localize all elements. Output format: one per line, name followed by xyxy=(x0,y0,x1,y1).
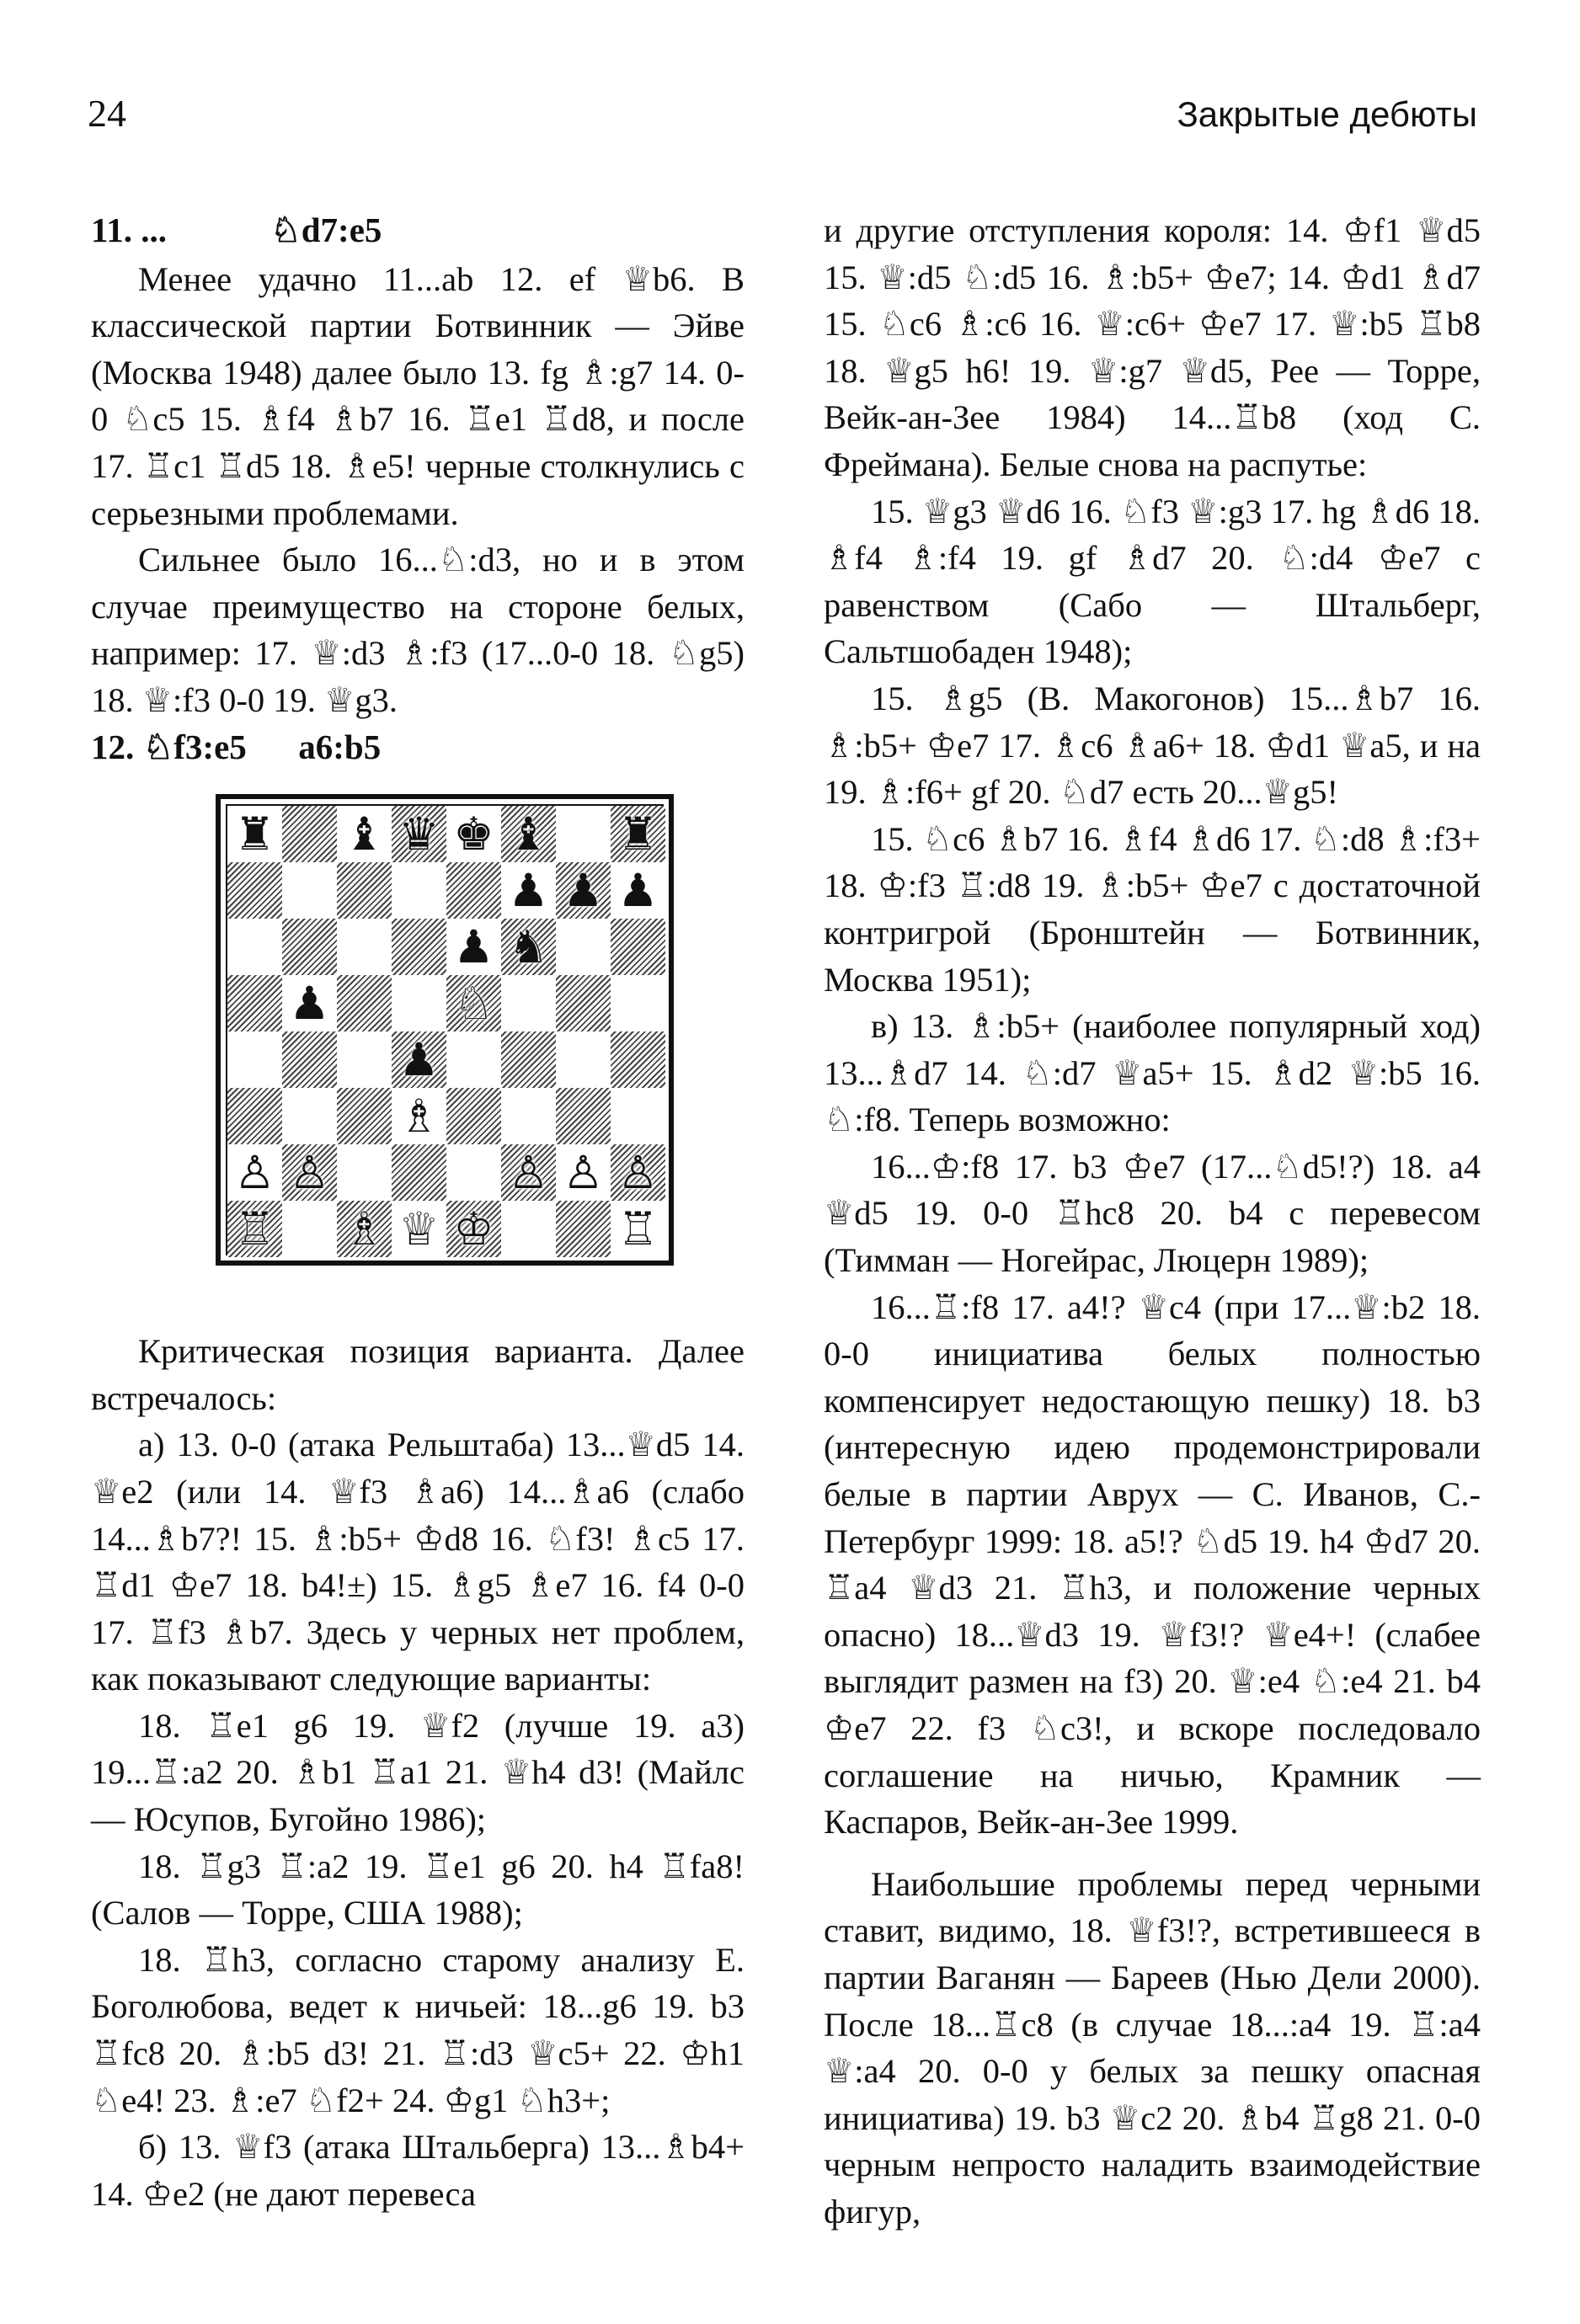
square-c2 xyxy=(337,1144,392,1201)
square-f2 xyxy=(501,1144,556,1201)
square-f8 xyxy=(501,806,556,862)
square-g7 xyxy=(556,862,611,919)
paragraph: 16...♔:f8 17. b3 ♔e7 (17...♘d5!?) 18. a4 ♕d5 19. 0-0 ♖hc8 20. b4 с перевесом (Тимман — Ногейрас, Люцерн 1989); xyxy=(824,1147,1481,1280)
chess-piece: ♗ xyxy=(398,1089,440,1143)
square-b2 xyxy=(282,1144,337,1201)
square-b3 xyxy=(282,1088,337,1144)
paragraph: 18. ♖e1 g6 19. ♕f2 (лучше 19. a3) 19...♖:a2 20. ♗b1 ♖a1 21. ♕h4 d3! (Майлс — Юсупов, Бугойно 1986); xyxy=(91,1706,745,1839)
square-d1 xyxy=(392,1201,446,1257)
square-g6 xyxy=(556,919,611,975)
square-h2 xyxy=(611,1144,665,1201)
square-a3 xyxy=(227,1088,282,1144)
move-heading-12 xyxy=(91,724,745,771)
square-a8 xyxy=(227,806,282,862)
left-column xyxy=(91,207,745,2217)
paragraph: 18. ♖h3, согласно старому анализу Е. Боголюбова, ведет к ничьей: 18...g6 19. b3 ♖fc8 20. ♗:b5 d3! 21. ♖:d3 ♕c5+ 22. ♔h1 ♘e4! 23. ♗:e7 ♘f2+ 24. ♔g1 ♘h3+; xyxy=(91,1940,745,2119)
square-g4 xyxy=(556,1031,611,1088)
square-b5 xyxy=(282,975,337,1031)
square-h8 xyxy=(611,806,665,862)
chess-diagram xyxy=(216,794,670,1259)
square-f3 xyxy=(501,1088,556,1144)
square-f5 xyxy=(501,975,556,1031)
square-d8 xyxy=(392,806,446,862)
square-d5 xyxy=(392,975,446,1031)
chess-piece: ♞ xyxy=(508,919,549,973)
square-g3 xyxy=(556,1088,611,1144)
square-b1 xyxy=(282,1201,337,1257)
paragraph: 16...♖:f8 17. a4!? ♕c4 (при 17...♕:b2 18. 0-0 инициатива белых полностью компенсирует недостающую пешку) 18. b3 (интересную идею продемонстрировали белые в партии Аврух — С. Иванов, С.-Петербург 1999: 18. a5!? ♘d5 19. h4 ♔d7 20. ♖a4 ♕d3 21. ♖h3, и положение черных опасно) 18...♕d3 19. ♕f3!? ♕e4+! (слабее выглядит размен на f3) 20. ♕:e4 ♘:e4 21. b4 ♔e7 22. f3 ♘c3!, и вскоре последовало соглашение на ничью, Крамник — Каспаров, Вейк-ан-Зее 1999. xyxy=(824,1287,1481,1842)
paragraph: 15. ♕g3 ♕d6 16. ♘f3 ♕:g3 17. hg ♗d6 18. ♗f4 ♗:f4 19. gf ♗d7 20. ♘:d4 ♔e7 с равенством (Сабо — Штальберг, Сальтшобаден 1948); xyxy=(824,492,1481,671)
move-number: 11. ... xyxy=(91,211,167,249)
running-head: Закрытые дебюты xyxy=(1177,94,1477,134)
chess-piece: ♟ xyxy=(289,976,330,1030)
square-c7 xyxy=(337,862,392,919)
square-f4 xyxy=(501,1031,556,1088)
paragraph: Критическая позиция варианта. Далее встречалось: xyxy=(91,1332,745,1417)
square-h1 xyxy=(611,1201,665,1257)
square-d6 xyxy=(392,919,446,975)
board-frame xyxy=(216,794,674,1266)
square-e7 xyxy=(446,862,501,919)
paragraph: и другие отступления короля: 14. ♔f1 ♕d5 15. ♕:d5 ♘:d5 16. ♗:b5+ ♔e7; 14. ♔d1 ♗d7 15. ♘c6 ♗:c6 16. ♕:c6+ ♔e7 17. ♕:b5 ♖b8 18. ♕g5 h6! 19. ♕:g7 ♕d5, Рее — Торре, Вейк-ан-Зее 1984) 14...♖b8 (ход С. Фреймана). Белые снова на распутье: xyxy=(824,211,1481,483)
square-a4 xyxy=(227,1031,282,1088)
chess-piece: ♙ xyxy=(617,1145,659,1199)
square-e8 xyxy=(446,806,501,862)
chess-piece: ♝ xyxy=(508,807,549,861)
square-b6 xyxy=(282,919,337,975)
square-b4 xyxy=(282,1031,337,1088)
chess-piece: ♟ xyxy=(563,863,604,917)
square-h5 xyxy=(611,975,665,1031)
square-f7 xyxy=(501,862,556,919)
square-c1 xyxy=(337,1201,392,1257)
chess-piece: ♜ xyxy=(234,807,275,861)
square-a2 xyxy=(227,1144,282,1201)
paragraph: а) 13. 0-0 (атака Рельштаба) 13...♕d5 14. ♕e2 (или 14. ♕f3 ♗a6) 14...♗a6 (слабо 14...♗b7?! 15. ♗:b5+ ♔d8 16. ♘f3! ♗c5 17. ♖d1 ♔e7 18. b4!±) 15. ♗g5 ♗e7 16. f4 0-0 17. ♖f3 ♗b7. Здесь у черных нет проблем, как показывают следующие варианты: xyxy=(91,1426,745,1698)
square-d7 xyxy=(392,862,446,919)
square-b8 xyxy=(282,806,337,862)
square-g2 xyxy=(556,1144,611,1201)
square-c8 xyxy=(337,806,392,862)
paragraph: 15. ♘c6 ♗b7 16. ♗f4 ♗d6 17. ♘:d8 ♗:f3+ 18. ♔:f3 ♖:d8 19. ♗:b5+ ♔e7 с достаточной контригрой (Бронштейн — Ботвинник, Москва 1951); xyxy=(824,819,1481,999)
square-a1 xyxy=(227,1201,282,1257)
chess-piece: ♟ xyxy=(508,863,549,917)
paragraph: в) 13. ♗:b5+ (наиболее популярный ход) 13...♗d7 14. ♘:d7 ♕a5+ 15. ♗d2 ♕:b5 16. ♘:f8. Теперь возможно: xyxy=(824,1007,1481,1139)
square-f1 xyxy=(501,1201,556,1257)
chess-piece: ♕ xyxy=(398,1202,440,1255)
paragraph: 18. ♖g3 ♖:a2 19. ♖e1 g6 20. h4 ♖fa8! (Салов — Торре, США 1988); xyxy=(91,1847,745,1932)
square-e4 xyxy=(446,1031,501,1088)
chess-piece: ♜ xyxy=(617,807,659,861)
square-h6 xyxy=(611,919,665,975)
paragraph: 15. ♗g5 (В. Макогонов) 15...♗b7 16. ♗:b5+ ♔e7 17. ♗c6 ♗a6+ 18. ♔d1 ♕a5, и на 19. ♗:f6+ gf 20. ♘d7 есть 20...♕g5! xyxy=(824,679,1481,812)
square-c3 xyxy=(337,1088,392,1144)
square-g1 xyxy=(556,1201,611,1257)
chess-piece: ♚ xyxy=(453,807,494,861)
square-h4 xyxy=(611,1031,665,1088)
chess-piece: ♛ xyxy=(398,807,440,861)
move-heading-11 xyxy=(91,207,745,254)
square-g8 xyxy=(556,806,611,862)
square-a6 xyxy=(227,919,282,975)
square-h3 xyxy=(611,1088,665,1144)
right-column xyxy=(824,207,1481,2236)
paragraph: Сильнее было 16...♘:d3, но и в этом случае преимущество на стороне белых, например: 17. ♕:d3 ♗:f3 (17...0-0 18. ♘g5) 18. ♕:f3 0-0 19. ♕g3. xyxy=(91,541,745,719)
square-c4 xyxy=(337,1031,392,1088)
square-e1 xyxy=(446,1201,501,1257)
square-h7 xyxy=(611,862,665,919)
square-b7 xyxy=(282,862,337,919)
chess-piece: ♗ xyxy=(344,1202,385,1255)
move-white: 12. ♘f3:e5 xyxy=(91,727,247,766)
square-a7 xyxy=(227,862,282,919)
chess-piece: ♔ xyxy=(453,1202,494,1255)
paragraph: б) 13. ♕f3 (атака Штальберга) 13...♗b4+ 14. ♔e2 (не дают перевеса xyxy=(91,2128,745,2213)
square-g5 xyxy=(556,975,611,1031)
chess-piece: ♟ xyxy=(453,919,494,973)
square-c6 xyxy=(337,919,392,975)
chess-piece: ♖ xyxy=(234,1202,275,1255)
chess-piece: ♙ xyxy=(234,1145,275,1199)
move-black: ♘d7:e5 xyxy=(270,211,382,249)
paragraph: Менее удачно 11...ab 12. ef ♕b6. В классической партии Ботвинник — Эйве (Москва 1948) далее было 13. fg ♗:g7 14. 0-0 ♘c5 15. ♗f4 ♗b7 16. ♖e1 ♖d8, и после 17. ♖c1 ♖d5 18. ♗e5! черные столкнулись с серьезными проблемами. xyxy=(91,259,745,532)
chess-piece: ♙ xyxy=(563,1145,604,1199)
chess-piece: ♙ xyxy=(289,1145,330,1199)
square-e2 xyxy=(446,1144,501,1201)
chess-piece: ♟ xyxy=(398,1032,440,1086)
square-d4 xyxy=(392,1031,446,1088)
chess-piece: ♙ xyxy=(508,1145,549,1199)
chess-piece: ♘ xyxy=(453,976,494,1030)
move-black: a6:b5 xyxy=(298,727,382,766)
page-number: 24 xyxy=(88,92,126,135)
paragraph: Наибольшие проблемы перед черными ставит, видимо, 18. ♕f3!?, встретившееся в партии Ваганян — Бареев (Нью Дели 2000). После 18...♖c8 (в случае 18...:a4 19. ♖:a4 ♕:a4 20. 0-0 у белых за пешку опасная инициатива) 19. b3 ♕c2 20. ♗b4 ♖g8 21. 0-0 черным непросто наладить взаимодействие фигур, xyxy=(824,1864,1481,2231)
square-e5 xyxy=(446,975,501,1031)
chess-piece: ♖ xyxy=(617,1202,659,1255)
square-a5 xyxy=(227,975,282,1031)
square-d2 xyxy=(392,1144,446,1201)
square-e6 xyxy=(446,919,501,975)
chess-piece: ♟ xyxy=(617,863,659,917)
chess-piece: ♝ xyxy=(344,807,385,861)
square-e3 xyxy=(446,1088,501,1144)
square-c5 xyxy=(337,975,392,1031)
square-f6 xyxy=(501,919,556,975)
square-d3 xyxy=(392,1088,446,1144)
chess-board xyxy=(226,804,664,1255)
